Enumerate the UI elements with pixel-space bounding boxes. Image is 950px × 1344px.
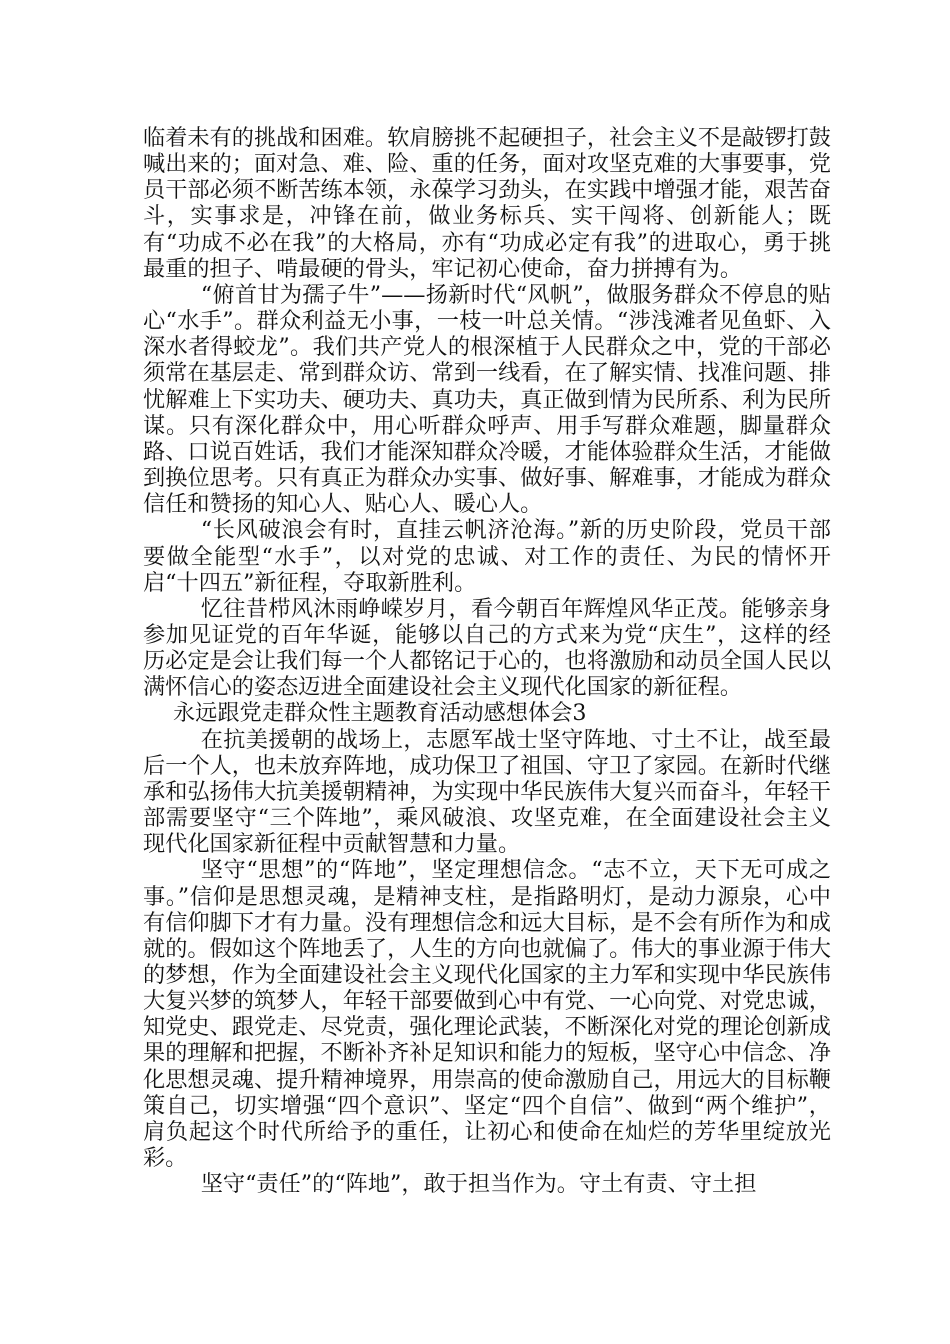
section-heading: 永远跟党走群众性主题教育活动感想体会3	[172, 700, 587, 727]
paragraph-changfeng: “长风破浪会有时，直挂云帆济沧海。”新的历史阶段，党员干部要做全能型“水手”，以对党的忠诚、对工作的责任、为民的情怀开启“十四五”新征程，夺取新胜利。	[143, 517, 831, 596]
paragraph-sixiang-zhendi: 坚守“思想”的“阵地”，坚定理想信念。“志不立，天下无可成之事。”信仰是思想灵魂，是精神支柱，是指路明灯，是动力源泉，心中有信仰脚下才有力量。没有理想信念和远大目标，是不会有所作为和成就的。假如这个阵地丢了，人生的方向也就偏了。伟大的事业源于伟大的梦想，作为全面建设社会主义现代化国家的主力军和实现中华民族伟大复兴梦的筑梦人，年轻干部要做到心中有党、一心向党、对党忠诚，知党史、跟党走、尽党责，强化理论武装，不断深化对党的理论创新成果的理解和把握，不断补齐补足知识和能力的短板，坚守心中信念、净化思想灵魂、提升精神境界，用崇高的使命激励自己，用远大的目标鞭策自己，切实增强“四个意识”、坚定“四个自信”、做到“两个维护”，肩负起这个时代所给予的重任，让初心和使命在灿烂的芳华里绽放光彩。	[143, 857, 831, 1172]
document-body	[143, 125, 831, 1197]
paragraph-yiwangxi: 忆往昔栉风沐雨峥嵘岁月，看今朝百年辉煌风华正茂。能够亲身参加见证党的百年华诞，能够以自己的方式来为党“庆生”，这样的经历必定是会让我们每一个人都铭记于心的，也将激励和动员全国人民以满怀信心的姿态迈进全面建设社会主义现代化国家的新征程。	[143, 595, 831, 701]
paragraph-kangmeiyuanchao: 在抗美援朝的战场上，志愿军战士坚守阵地、寸土不让，战至最后一个人，也未放弃阵地，成功保卫了祖国、守卫了家园。在新时代继承和弘扬伟大抗美援朝精神，为实现中华民族伟大复兴而奋斗，年轻干部需要坚守“三个阵地”，乘风破浪、攻坚克难，在全面建设社会主义现代化国家新征程中贡献智慧和力量。	[143, 726, 831, 858]
paragraph-fushou: “俯首甘为孺子牛”——扬新时代“风帆”，做服务群众不停息的贴心“水手”。群众利益无小事，一枝一叶总关情。“涉浅滩者见鱼虾、入深水者得蛟龙”。我们共产党人的根深植于人民群众之中，党的干部必须常在基层走、常到群众访、常到一线看，在了解实情、找准问题、排忧解难上下实功夫、硬功夫、真功夫，真正做到情为民所系、利为民所谋。只有深化群众中，用心听群众呼声、用手写群众难题，脚量群众路、口说百姓话，我们才能深知群众冷暖，才能体验群众生活，才能做到换位思考。只有真正为群众办实事、做好事、解难事，才能成为群众信任和赞扬的知心人、贴心人、暖心人。	[143, 281, 831, 518]
paragraph-zeren-zhendi: 坚守“责任”的“阵地”，敢于担当作为。守土有责、守土担	[200, 1171, 757, 1198]
paragraph-continuation: 临着未有的挑战和困难。软肩膀挑不起硬担子，社会主义不是敲锣打鼓喊出来的；面对急、难、险、重的任务，面对攻坚克难的大事要事，党员干部必须不断苦练本领，永葆学习劲头，在实践中增强才能，艰苦奋斗，实事求是，冲锋在前，做业务标兵、实干闯将、创新能人；既有“功成不必在我”的大格局，亦有“功成必定有我”的进取心，勇于挑最重的担子、啃最硬的骨头，牢记初心使命，奋力拼搏有为。	[143, 125, 831, 282]
